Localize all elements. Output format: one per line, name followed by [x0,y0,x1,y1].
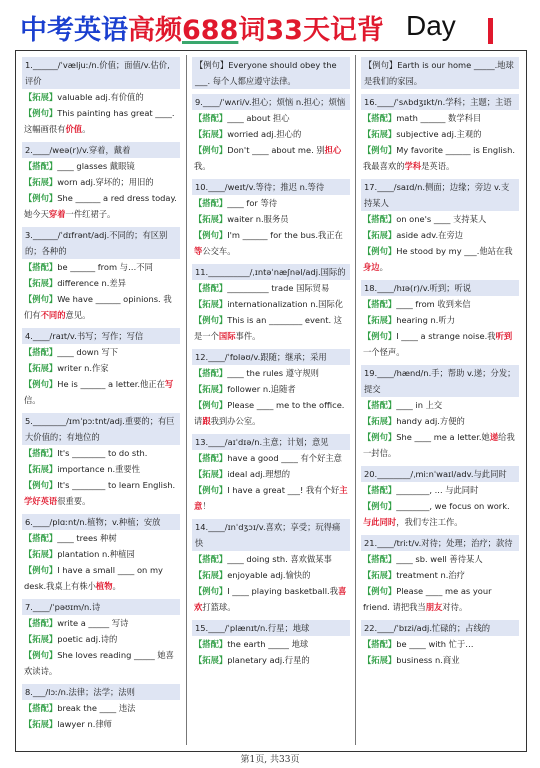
highlighted-translation: 价值 [65,124,83,134]
line-tag: 【例句】 [363,501,397,511]
word-heading: 19.____/hænd/n.手；帮助 v.递；分发；提交 [361,365,519,397]
line-tag: 【拓展】 [363,570,397,580]
word-heading: 【例句】Earth is our home _____.地球是我们的家园。 [361,57,519,89]
line-text: I ____ a strange noise.我 [396,331,496,341]
word-detail-line [192,296,350,312]
word-column-3 [361,57,519,673]
line-tag: 【拓展】 [194,570,228,580]
line-tag: 【拓展】 [363,129,397,139]
line-text: write a _____ 写诗 [57,618,129,628]
word-entry [361,94,519,174]
word-entry [22,227,180,323]
title-part-3: 词 [238,15,266,46]
line-text: aside adv.在旁边 [396,230,464,240]
word-detail-line [192,466,350,482]
word-detail-line [22,615,180,631]
line-text: ____ sb. well 善待某人 [396,554,483,564]
line-text: handy adj.方便的 [396,416,465,426]
highlighted-translation: 学科 [404,161,422,171]
word-detail-line [192,126,350,142]
line-tag: 【搭配】 [363,485,397,495]
line-tag: 【例句】 [24,294,58,304]
word-heading: 15.____/ˈplænɪt/n.行星；地球 [192,620,350,636]
word-detail-line [192,636,350,652]
line-text: This is an ________ event. 这是一个 [194,315,343,341]
line-text: ________, we focus on work. [396,501,510,511]
word-detail-line [361,328,519,360]
word-column-1 [22,57,180,737]
title-part-1: 中考英语 [20,15,128,46]
word-heading: 9.____/ˈwʌri/v.担心；烦恼 n.担心；烦恼 [192,94,350,110]
line-tag: 【例句】 [24,193,58,203]
line-text-tail: 一件红裙子。 [65,209,116,219]
word-detail-line [361,482,519,498]
word-detail-line [22,700,180,716]
line-text: ____ the rules 遵守规则 [227,368,319,378]
line-tag: 【拓展】 [24,464,58,474]
word-detail-line [22,105,180,137]
word-detail-line [361,636,519,652]
line-tag: 【拓展】 [194,299,228,309]
page-title [20,8,384,47]
word-detail-line [192,551,350,567]
word-detail-line [192,195,350,211]
line-tag: 【例句】 [363,246,397,256]
line-text-tail: ，我们专注工作。 [396,517,463,527]
word-entry [361,57,519,89]
word-heading: 7.____/ˈpəʊɪm/n.诗 [22,599,180,615]
word-heading: 【例句】Everyone should obey the ___. 每个人都应遵守法律。 [192,57,350,89]
line-text: internationalization n.国际化 [227,299,344,309]
line-tag: 【搭配】 [194,283,228,293]
word-detail-line [192,110,350,126]
word-detail-line [192,312,350,344]
line-tag: 【例句】 [194,400,228,410]
line-text: lawyer n.律师 [57,719,112,729]
line-tag: 【拓展】 [363,230,397,240]
word-detail-line [361,652,519,668]
word-entry [192,179,350,259]
line-tag: 【搭配】 [24,161,58,171]
line-text: She loves reading _____ 她喜欢读诗。 [24,650,174,676]
line-text: __________ trade 国际贸易 [227,283,330,293]
word-detail-line [22,158,180,174]
word-detail-line [361,126,519,142]
word-detail-line [361,551,519,567]
line-tag: 【拓展】 [194,214,228,224]
line-text: ____ down 写下 [57,347,119,357]
word-detail-line [192,567,350,583]
line-text-tail: 。 [82,124,91,134]
word-heading: 12.____/ˈfɒləʊ/v.跟随；继承；采用 [192,349,350,365]
word-detail-line [361,413,519,429]
line-tag: 【搭配】 [363,214,397,224]
line-tag: 【搭配】 [363,639,397,649]
line-tag: 【拓展】 [194,384,228,394]
highlighted-translation: 穿着 [48,209,66,219]
word-entry [22,57,180,137]
line-text: ____ for 等待 [227,198,278,208]
line-tag: 【拓展】 [194,469,228,479]
line-text: I'm ______ for the bus.我正在 [227,230,343,240]
line-text: plantation n.种植园 [57,549,135,559]
line-tag: 【搭配】 [363,400,397,410]
word-entry [22,413,180,509]
word-detail-line [22,461,180,477]
line-tag: 【例句】 [194,485,228,495]
word-detail-line [192,652,350,668]
highlighted-translation: 听到 [495,331,513,341]
word-detail-line [22,631,180,647]
word-entry [361,365,519,461]
line-text-tail: 一个怪声。 [363,347,405,357]
highlighted-translation: 写 [164,379,174,389]
word-detail-line [22,477,180,509]
highlighted-translation: 学好英语 [24,496,58,506]
line-text-tail: 是英语。 [421,161,455,171]
line-text: This painting has great ____. 这幅画很有 [24,108,175,134]
word-detail-line [192,211,350,227]
line-text-tail: 我到办公室。 [210,416,261,426]
line-text: I have a small ____ on my desk.我桌上有株小 [24,565,163,591]
line-text-tail: 打篮球。 [202,602,236,612]
word-heading: 22.____/ˈbɪzi/adj.忙碌的；占线的 [361,620,519,636]
line-text: have a good ____ 有个好主意 [227,453,342,463]
title-number: 688 [182,15,239,46]
line-text: I have a great ___! 我有个好 [227,485,340,495]
line-text: My favorite ______ is English.我最喜欢的 [363,145,516,171]
line-text: on one's ____ 支持某人 [396,214,487,224]
highlighted-translation: 喜欢 [194,586,347,612]
page-footer: 第1页, 共33页 [240,755,300,765]
word-heading: 6.____/plɑːnt/n.植物；v.种植；安放 [22,514,180,530]
line-text: She ______ a red dress today. 她今天 [24,193,177,219]
line-text: ____ from 收到来信 [396,299,471,309]
word-detail-line [361,227,519,243]
word-entry [192,519,350,615]
line-tag: 【搭配】 [24,347,58,357]
line-tag: 【拓展】 [24,177,58,187]
line-text: follower n.追随者 [227,384,296,394]
highlighted-translation: 等 [194,246,203,256]
line-text: Don't ____ about me. 别 [227,145,325,155]
line-tag: 【例句】 [194,145,228,155]
line-tag: 【搭配】 [194,368,228,378]
line-text: ____ trees 种树 [57,533,117,543]
line-text-tail: 我。 [194,161,211,171]
line-tag: 【拓展】 [24,92,58,102]
word-heading: 20.________/ˌmiːnˈwaɪl/adv.与此同时 [361,466,519,482]
word-entry [192,264,350,344]
word-detail-line [22,546,180,562]
line-tag: 【例句】 [363,586,397,596]
day-marker [488,18,493,44]
line-tag: 【例句】 [363,331,397,341]
line-text: We have ______ opinions. 我们有 [24,294,172,320]
line-text: ideal adj.理想的 [227,469,291,479]
word-detail-line [192,397,350,429]
word-detail-line [192,583,350,615]
line-tag: 【拓展】 [24,278,58,288]
word-detail-line [22,344,180,360]
word-heading: 3.______/ˈdɪfrənt/adj.不同的；有区别的；各种的 [22,227,180,259]
line-text: waiter n.服务员 [227,214,289,224]
line-text: math ______ 数学科目 [396,113,482,123]
word-entry [22,142,180,222]
word-heading: 8.___/lɔː/n.法律；法学；法则 [22,684,180,700]
word-heading: 10.____/weɪt/v.等待；推迟 n.等待 [192,179,350,195]
line-text: He is ______ a letter.他正在 [57,379,165,389]
word-entry [192,434,350,514]
line-tag: 【例句】 [24,379,58,389]
line-text: be ____ with 忙于… [396,639,474,649]
line-text: He stood by my ___.他站在我 [396,246,513,256]
word-detail-line [192,482,350,514]
line-text: worn adj.穿坏的；用旧的 [57,177,154,187]
column-divider [355,55,356,745]
word-detail-line [361,142,519,174]
line-tag: 【例句】 [194,230,228,240]
line-text: I ____ playing basketball.我 [227,586,338,596]
line-tag: 【搭配】 [363,299,397,309]
highlighted-translation: 身边 [363,262,380,272]
word-detail-line [22,562,180,594]
line-tag: 【拓展】 [194,655,228,665]
line-tag: 【搭配】 [24,618,58,628]
word-detail-line [361,498,519,530]
word-heading: 21.____/triːt/v.对待；处理；治疗；款待 [361,535,519,551]
line-text: enjoyable adj.愉快的 [227,570,311,580]
line-tag: 【例句】 [194,586,228,596]
line-text-tail: 。 [379,262,388,272]
word-detail-line [22,376,180,408]
word-detail-line [22,647,180,679]
line-text-tail: 对待。 [442,602,468,612]
line-text: valuable adj.有价值的 [57,92,144,102]
highlighted-translation: 不同的 [40,310,66,320]
word-heading: 13.____/aɪˈdɪə/n.主意；计划；意见 [192,434,350,450]
line-tag: 【搭配】 [194,198,228,208]
word-detail-line [361,429,519,461]
word-detail-line [361,243,519,275]
line-text: poetic adj.诗的 [57,634,118,644]
line-text-tail: 意见。 [65,310,91,320]
line-tag: 【例句】 [194,315,228,325]
highlighted-translation: 递 [489,432,499,442]
word-detail-line [22,360,180,376]
word-detail-line [22,275,180,291]
line-text: the earth _____ 地球 [227,639,309,649]
line-text: business n.商业 [396,655,460,665]
word-detail-line [22,716,180,732]
title-part-2: 高频 [128,15,182,46]
word-detail-line [22,445,180,461]
line-tag: 【搭配】 [363,113,397,123]
line-text: ____ in 上交 [396,400,443,410]
word-detail-line [192,227,350,259]
line-tag: 【拓展】 [24,549,58,559]
highlighted-translation: 国际 [218,331,236,341]
word-detail-line [192,365,350,381]
word-entry [22,684,180,732]
line-tag: 【搭配】 [194,554,228,564]
line-text: It's ________ to do sth. [57,448,148,458]
word-detail-line [22,259,180,275]
title-part-4: 33天记背 [265,15,384,46]
word-heading: 14.____/ɪnˈdʒɔɪ/v.喜欢；享受；玩得痛快 [192,519,350,551]
line-text: ____ doing sth. 喜欢做某事 [227,554,332,564]
word-detail-line [22,174,180,190]
line-tag: 【拓展】 [24,719,58,729]
word-heading: 1.______/ˈvæljuː/n.价值；面值/v.估价,评价 [22,57,180,89]
word-heading: 11.__________/ˌɪntəˈnæʃnəl/adj.国际的 [192,264,350,280]
word-detail-line [192,142,350,174]
word-detail-line [192,381,350,397]
highlighted-translation: 担心 [324,145,342,155]
word-entry [22,599,180,679]
column-divider [186,55,187,745]
word-heading: 18.____/hɪə(r)/v.听到；听说 [361,280,519,296]
line-tag: 【搭配】 [24,262,58,272]
line-tag: 【搭配】 [24,703,58,713]
word-detail-line [361,312,519,328]
line-tag: 【拓展】 [363,416,397,426]
word-entry [361,620,519,668]
line-text-tail: 很重要。 [57,496,91,506]
word-entry [361,466,519,530]
line-text-tail: 事件。 [235,331,261,341]
line-text: ____ glasses 戴眼镜 [57,161,135,171]
line-text: worried adj.担心的 [227,129,302,139]
word-heading: 16.____/ˈsʌbdʒɪkt/n.学科；主题；主语 [361,94,519,110]
line-text: break the ____ 违法 [57,703,136,713]
line-text: ____ about 担心 [227,113,290,123]
line-tag: 【例句】 [363,432,397,442]
word-heading: 17.____/saɪd/n.侧面；边缘；旁边 v.支持某人 [361,179,519,211]
line-tag: 【搭配】 [363,554,397,564]
word-detail-line [22,530,180,546]
word-detail-line [361,583,519,615]
line-tag: 【搭配】 [24,533,58,543]
highlighted-translation: 主意 [194,485,348,511]
word-detail-line [22,291,180,323]
line-tag: 【搭配】 [194,639,228,649]
line-text: Please ____ me as your friend. 请把我当 [363,586,492,612]
line-tag: 【拓展】 [363,315,397,325]
highlighted-translation: 跟 [202,416,211,426]
line-text-tail: 。 [112,581,121,591]
word-entry [22,328,180,408]
word-entry [361,179,519,275]
word-detail-line [192,280,350,296]
word-detail-line [361,211,519,227]
line-tag: 【拓展】 [194,129,228,139]
page-header [0,0,540,52]
line-tag: 【拓展】 [24,363,58,373]
word-detail-line [361,110,519,126]
word-column-2 [192,57,350,673]
word-detail-line [361,296,519,312]
word-heading: 5.________/ɪmˈpɔːtnt/adj.重要的；有巨大价值的；有地位的 [22,413,180,445]
line-tag: 【例句】 [24,108,58,118]
line-text-tail: 信。 [24,395,41,405]
line-tag: 【搭配】 [194,113,228,123]
line-tag: 【例句】 [24,480,58,490]
line-tag: 【搭配】 [24,448,58,458]
line-tag: 【例句】 [363,145,397,155]
line-text: It's ________ to learn English. [57,480,176,490]
line-text: be ______ from 与…不同 [57,262,153,272]
word-detail-line [22,190,180,222]
word-entry [192,349,350,429]
word-detail-line [361,567,519,583]
word-entry [192,57,350,89]
line-text: writer n.作家 [57,363,109,373]
line-text: ________, ... 与此同时 [396,485,479,495]
line-text-tail: 给我一封信。 [363,432,515,458]
line-tag: 【拓展】 [363,655,397,665]
word-heading: 4.____/raɪt/v.书写；写作；写信 [22,328,180,344]
word-entry [192,620,350,668]
line-tag: 【拓展】 [24,634,58,644]
word-entry [192,94,350,174]
line-text-tail: 公交车。 [202,246,236,256]
highlighted-translation: 与此同时 [363,517,397,527]
line-text: Please ____ me to the office. 请 [194,400,345,426]
day-label: Day [406,10,456,41]
line-tag: 【例句】 [24,565,58,575]
highlighted-translation: 植物 [95,581,113,591]
line-tag: 【搭配】 [194,453,228,463]
highlighted-translation: 朋友 [425,602,443,612]
word-heading: 2.____/weə(r)/v.穿着，戴着 [22,142,180,158]
line-text-tail: ！ [202,501,211,511]
line-text: subjective adj.主观的 [396,129,482,139]
line-text: hearing n.听力 [396,315,456,325]
word-entry [361,280,519,360]
line-text: difference n.差异 [57,278,126,288]
word-entry [361,535,519,615]
word-detail-line [192,450,350,466]
line-text: She ____ me a letter.她 [396,432,490,442]
line-text: treatment n.治疗 [396,570,465,580]
line-text: planetary adj.行星的 [227,655,310,665]
line-tag: 【例句】 [24,650,58,660]
word-detail-line [22,89,180,105]
word-detail-line [361,397,519,413]
line-text: importance n.重要性 [57,464,141,474]
word-entry [22,514,180,594]
